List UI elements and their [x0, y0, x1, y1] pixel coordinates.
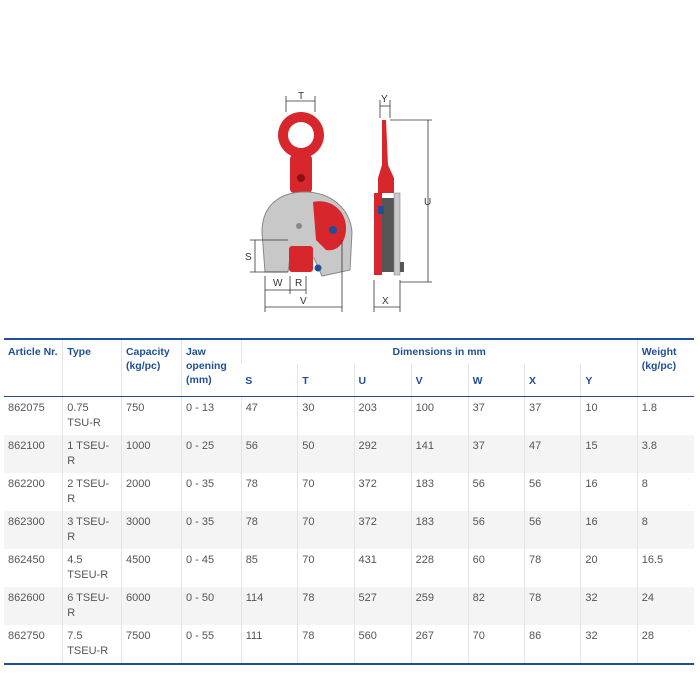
cell-article: 862600: [4, 587, 63, 625]
cell-dim: 47: [241, 397, 298, 436]
header-dim-s: S: [241, 364, 298, 397]
side-shackle: [378, 120, 394, 178]
cell-dim: 56: [241, 435, 298, 473]
cell-dim: 141: [411, 435, 468, 473]
shackle-pin: [297, 174, 305, 182]
table-row: [4, 587, 694, 625]
cell-dim: 56: [525, 473, 581, 511]
cell-dim: 372: [354, 473, 411, 511]
front-view: [245, 91, 352, 312]
cell-article: 862100: [4, 435, 63, 473]
cell-weight: 1.8: [637, 397, 694, 436]
specification-table: [4, 338, 694, 665]
cell-jaw-opening: 0 - 55: [182, 625, 242, 664]
cell-dim: 56: [468, 511, 524, 549]
dim-label-r: R: [295, 278, 303, 289]
cell-jaw-opening: 0 - 45: [182, 549, 242, 587]
table-row: [4, 435, 694, 473]
cell-capacity: 4500: [121, 549, 181, 587]
cell-type: 2 TSEU-R: [63, 473, 122, 511]
pad-bolt: [315, 265, 322, 272]
cell-article: 862450: [8, 554, 45, 566]
cell-dim: 78: [241, 511, 298, 549]
header-dim-x: X: [525, 364, 581, 397]
cell-dim: 56: [468, 473, 524, 511]
cell-capacity: 3000: [121, 511, 181, 549]
dim-label-x: X: [382, 296, 389, 307]
jaw-pad: [289, 246, 313, 272]
table-body: [4, 397, 694, 665]
cell-dim: 372: [354, 511, 411, 549]
cell-dim: 16: [581, 511, 637, 549]
table-row: [4, 549, 694, 587]
cell-dim: 100: [411, 397, 468, 436]
cell-dim: 37: [468, 435, 524, 473]
cell-article: 862075: [8, 402, 45, 414]
cell-dim: 203: [354, 397, 411, 436]
header-capacity: Capacity (kg/pc): [121, 339, 181, 397]
cell-dim: 32: [581, 625, 637, 664]
cell-jaw-opening: 0 - 25: [182, 435, 242, 473]
cell-weight: 16.5: [637, 549, 694, 587]
table-row: [4, 625, 694, 664]
cell-jaw-opening: 0 - 50: [182, 587, 242, 625]
clamp-drawing: [0, 0, 700, 330]
cell-capacity: 6000: [121, 587, 181, 625]
cell-dim: 267: [411, 625, 468, 664]
table-row: [4, 397, 694, 436]
cell-weight: 24: [637, 587, 694, 625]
cell-dim: 78: [298, 587, 354, 625]
cell-dim: 56: [525, 511, 581, 549]
shackle-hole: [288, 122, 314, 148]
clamp-diagram: [0, 0, 700, 330]
cell-dim: 70: [298, 473, 354, 511]
cell-capacity: 750: [121, 397, 181, 436]
header-dim-v: V: [411, 364, 468, 397]
cell-type: 0.75 TSU-R: [63, 397, 122, 436]
cell-dim: 78: [525, 549, 581, 587]
cell-dim: 85: [241, 549, 298, 587]
cell-type: 3 TSEU-R: [63, 511, 122, 549]
cell-dim: 20: [581, 549, 637, 587]
cell-dim: 47: [525, 435, 581, 473]
header-dim-w: W: [468, 364, 524, 397]
cell-type: 7.5 TSEU-R: [63, 625, 122, 664]
cell-dim: 78: [525, 587, 581, 625]
cell-dim: 37: [525, 397, 581, 436]
side-plate-right: [394, 193, 400, 275]
header-article: Article Nr.: [4, 339, 63, 397]
cell-dim: 37: [468, 397, 524, 436]
cell-dim: 70: [298, 549, 354, 587]
cell-type: 6 TSEU-R: [63, 587, 122, 625]
cell-type: 1 TSEU-R: [63, 435, 122, 473]
cell-dim: 560: [354, 625, 411, 664]
header-dimensions: Dimensions in mm: [241, 339, 637, 364]
dim-label-u: U: [424, 197, 432, 208]
cell-jaw-opening: 0 - 35: [182, 473, 242, 511]
cell-dim: 16: [581, 473, 637, 511]
cell-dim: 259: [411, 587, 468, 625]
cell-dim: 50: [298, 435, 354, 473]
cell-dim: 70: [468, 625, 524, 664]
cell-capacity: 7500: [121, 625, 181, 664]
cell-capacity: 1000: [121, 435, 181, 473]
side-marker: [378, 206, 384, 214]
cell-dim: 32: [581, 587, 637, 625]
cell-jaw-opening: 0 - 35: [182, 511, 242, 549]
cell-dim: 86: [525, 625, 581, 664]
side-view: [374, 94, 432, 312]
cell-dim: 292: [354, 435, 411, 473]
side-screw: [400, 262, 404, 272]
cell-dim: 78: [241, 473, 298, 511]
side-link: [378, 178, 394, 193]
cell-dim: 60: [468, 549, 524, 587]
cell-dim: 78: [298, 625, 354, 664]
cell-dim: 527: [354, 587, 411, 625]
header-weight: Weight (kg/pc): [637, 339, 694, 397]
dim-label-s: S: [245, 252, 252, 263]
lever-bolt: [329, 226, 337, 234]
dim-label-t: T: [298, 91, 305, 102]
cell-weight: 3.8: [637, 435, 694, 473]
cell-type: 4.5 TSEU-R: [63, 549, 122, 587]
cell-dim: 10: [581, 397, 637, 436]
cell-jaw-opening: 0 - 13: [182, 397, 242, 436]
header-dim-t: T: [298, 364, 354, 397]
cell-dim: 111: [241, 625, 298, 664]
header-jaw-opening: Jaw opening (mm): [182, 339, 242, 397]
cell-article: 862750: [4, 625, 63, 664]
header-dim-y: Y: [581, 364, 637, 397]
cell-dim: 183: [411, 473, 468, 511]
header-dim-u: U: [354, 364, 411, 397]
cell-dim: 82: [468, 587, 524, 625]
table-row: [4, 511, 694, 549]
header-type: Type: [63, 339, 122, 397]
cell-weight: 28: [637, 625, 694, 664]
cell-dim: 183: [411, 511, 468, 549]
cell-weight: 8: [637, 473, 694, 511]
table-row: [4, 473, 694, 511]
cell-article: 862200: [8, 478, 45, 490]
cell-dim: 431: [354, 549, 411, 587]
dim-label-y: Y: [381, 94, 388, 105]
header-row-main: [4, 339, 694, 364]
dim-label-v: V: [300, 296, 307, 307]
cell-dim: 15: [581, 435, 637, 473]
dim-label-w: W: [273, 278, 283, 289]
side-plate-left: [374, 193, 382, 275]
cell-capacity: 2000: [121, 473, 181, 511]
cell-dim: 30: [298, 397, 354, 436]
cell-article: 862300: [4, 511, 63, 549]
cell-dim: 228: [411, 549, 468, 587]
cell-dim: 70: [298, 511, 354, 549]
cell-weight: 8: [637, 511, 694, 549]
cell-dim: 114: [241, 587, 298, 625]
body-hole: [296, 223, 302, 229]
